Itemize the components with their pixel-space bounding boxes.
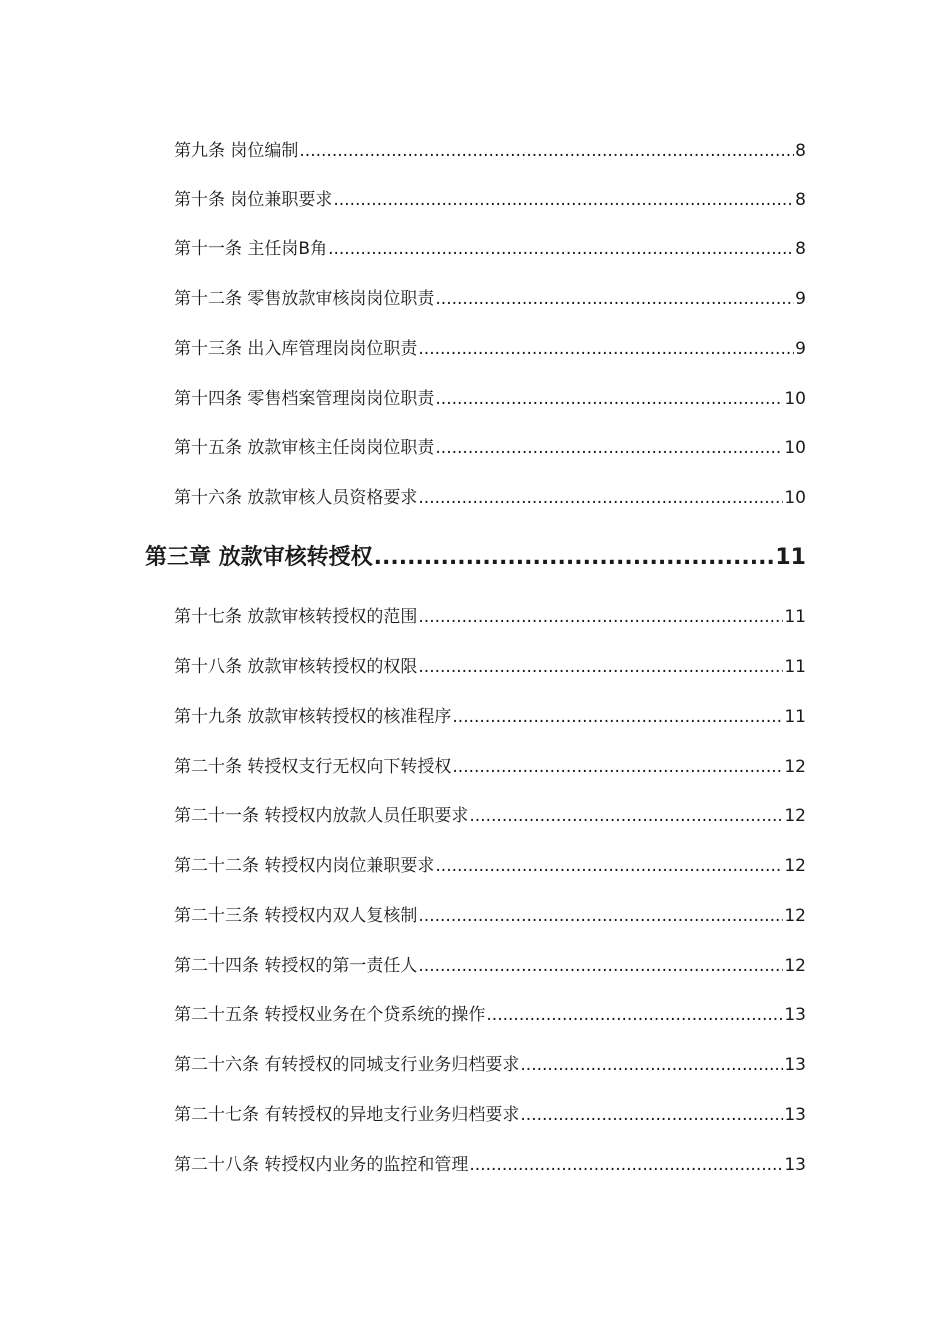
toc-page-number: 12 bbox=[784, 757, 806, 777]
toc-entry-article-20[interactable] bbox=[174, 754, 806, 780]
toc-dot-leader bbox=[299, 138, 794, 164]
toc-chapter-3[interactable] bbox=[145, 542, 806, 574]
toc-page-number: 12 bbox=[784, 806, 806, 826]
toc-entry-article-25[interactable] bbox=[174, 1002, 806, 1028]
toc-entry-article-14[interactable] bbox=[174, 386, 806, 412]
toc-entry-article-12[interactable] bbox=[174, 286, 806, 312]
toc-entry-title: 第二十六条 有转授权的同城支行业务归档要求 bbox=[174, 1055, 520, 1075]
toc-dot-leader bbox=[452, 754, 783, 780]
toc-page-number: 12 bbox=[784, 856, 806, 876]
toc-entry-title: 第二十条 转授权支行无权向下转授权 bbox=[174, 757, 452, 777]
toc-entry-title: 第十条 岗位兼职要求 bbox=[174, 190, 333, 210]
toc-entry-title: 第十四条 零售档案管理岗岗位职责 bbox=[174, 389, 435, 409]
toc-dot-leader bbox=[418, 654, 783, 680]
toc-entry-title: 第十一条 主任岗B角 bbox=[174, 239, 328, 259]
toc-page-number: 8 bbox=[795, 239, 806, 259]
toc-entry-article-17[interactable] bbox=[174, 604, 806, 630]
toc-entry-article-19[interactable] bbox=[174, 704, 806, 730]
toc-page-number: 9 bbox=[795, 289, 806, 309]
toc-entry-title: 第十八条 放款审核转授权的权限 bbox=[174, 657, 418, 677]
toc-entry-article-24[interactable] bbox=[174, 953, 806, 979]
toc-entry-title: 第十五条 放款审核主任岗岗位职责 bbox=[174, 438, 435, 458]
toc-entry-title: 第九条 岗位编制 bbox=[174, 141, 299, 161]
toc-dot-leader bbox=[469, 1152, 783, 1178]
toc-entry-article-9[interactable] bbox=[174, 138, 806, 164]
toc-page-number: 12 bbox=[784, 906, 806, 926]
toc-page-number: 8 bbox=[795, 190, 806, 210]
toc-entry-title: 第十三条 出入库管理岗岗位职责 bbox=[174, 339, 418, 359]
toc-entry-title: 第二十二条 转授权内岗位兼职要求 bbox=[174, 856, 435, 876]
toc-page-number: 12 bbox=[784, 956, 806, 976]
toc-page-number: 11 bbox=[784, 707, 806, 727]
toc-page-number: 11 bbox=[775, 545, 806, 570]
toc-entry-article-16[interactable] bbox=[174, 485, 806, 511]
toc-entry-article-10[interactable] bbox=[174, 187, 806, 213]
toc-entry-article-21[interactable] bbox=[174, 803, 806, 829]
toc-dot-leader bbox=[452, 704, 783, 730]
toc-entry-article-22[interactable] bbox=[174, 853, 806, 879]
toc-page-number: 11 bbox=[784, 607, 806, 627]
toc-dot-leader bbox=[418, 485, 783, 511]
toc-page-number: 10 bbox=[784, 438, 806, 458]
toc-entry-title: 第十二条 零售放款审核岗岗位职责 bbox=[174, 289, 435, 309]
toc-dot-leader bbox=[418, 953, 783, 979]
toc-entry-title: 第二十四条 转授权的第一责任人 bbox=[174, 956, 418, 976]
toc-page-number: 13 bbox=[784, 1105, 806, 1125]
toc-dot-leader bbox=[520, 1102, 783, 1128]
toc-entry-title: 第二十一条 转授权内放款人员任职要求 bbox=[174, 806, 469, 826]
toc-entry-article-11[interactable] bbox=[174, 236, 806, 262]
toc-page-number: 8 bbox=[795, 141, 806, 161]
toc-dot-leader bbox=[333, 187, 794, 213]
toc-dot-leader bbox=[520, 1052, 783, 1078]
toc-entry-article-26[interactable] bbox=[174, 1052, 806, 1078]
toc-page-number: 13 bbox=[784, 1005, 806, 1025]
toc-entry-article-15[interactable] bbox=[174, 435, 806, 461]
toc-dot-leader bbox=[418, 903, 783, 929]
toc-dot-leader bbox=[469, 803, 783, 829]
toc-entry-article-23[interactable] bbox=[174, 903, 806, 929]
toc-page-number: 10 bbox=[784, 389, 806, 409]
toc-page-number: 13 bbox=[784, 1155, 806, 1175]
toc-entry-title: 第十六条 放款审核人员资格要求 bbox=[174, 488, 418, 508]
toc-dot-leader bbox=[418, 604, 783, 630]
toc-page-number: 10 bbox=[784, 488, 806, 508]
toc-entry-title: 第二十七条 有转授权的异地支行业务归档要求 bbox=[174, 1105, 520, 1125]
toc-dot-leader bbox=[435, 853, 783, 879]
toc-entry-title: 第十九条 放款审核转授权的核准程序 bbox=[174, 707, 452, 727]
toc-entry-article-13[interactable] bbox=[174, 336, 806, 362]
toc-dot-leader bbox=[328, 236, 794, 262]
toc-entry-article-18[interactable] bbox=[174, 654, 806, 680]
toc-dot-leader bbox=[435, 386, 783, 412]
toc-entry-article-27[interactable] bbox=[174, 1102, 806, 1128]
toc-dot-leader bbox=[435, 286, 794, 312]
toc-entry-article-28[interactable] bbox=[174, 1152, 806, 1178]
toc-entry-title: 第十七条 放款审核转授权的范围 bbox=[174, 607, 418, 627]
toc-dot-leader bbox=[486, 1002, 783, 1028]
toc-dot-leader bbox=[418, 336, 794, 362]
toc-chapter-title: 第三章 放款审核转授权 bbox=[145, 545, 373, 570]
toc-dot-leader bbox=[435, 435, 783, 461]
toc-dot-leader bbox=[374, 542, 775, 574]
toc-entry-title: 第二十八条 转授权内业务的监控和管理 bbox=[174, 1155, 469, 1175]
toc-page-number: 13 bbox=[784, 1055, 806, 1075]
toc-page-number: 9 bbox=[795, 339, 806, 359]
toc-page-number: 11 bbox=[784, 657, 806, 677]
toc-entry-title: 第二十三条 转授权内双人复核制 bbox=[174, 906, 418, 926]
toc-entry-title: 第二十五条 转授权业务在个贷系统的操作 bbox=[174, 1005, 486, 1025]
